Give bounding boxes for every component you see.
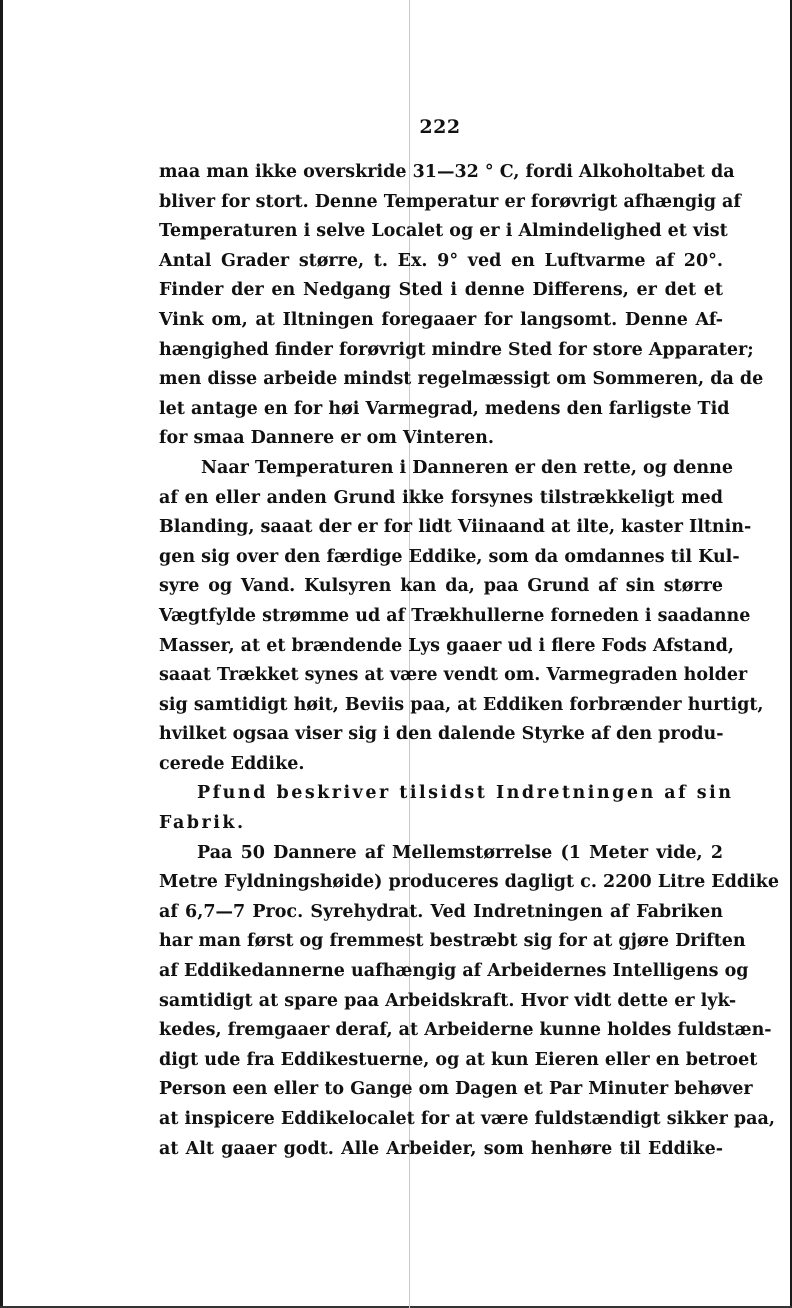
text-line: digt ude fra Eddikestuerne, og at kun Eieren eller en betroet	[159, 1049, 758, 1070]
page-body	[159, 158, 780, 1164]
paragraph-2	[159, 454, 764, 780]
text-line: Masser, at et brændende Lys gaaer ud i flere Fods Afstand,	[159, 635, 735, 656]
text-line: Person een eller to Gange om Dagen et Par Minuter behøver	[159, 1079, 753, 1100]
text-line: Naar Temperaturen i Danneren er den rette, og denne	[201, 457, 733, 478]
paragraph-4	[159, 839, 780, 1165]
text-line: Fabrik.	[159, 813, 246, 834]
text-line: Blanding, saaat der er for lidt Viinaand at ilte, kaster Iltnin-	[159, 517, 752, 538]
text-line: hængighed finder forøvrigt mindre Sted for store Apparater;	[159, 339, 754, 360]
text-line: Vink om, at Iltningen foregaaer for langsomt. Denne Af-	[159, 309, 723, 330]
text-line: Finder der en Nedgang Sted i denne Differens, er det et	[159, 280, 723, 301]
text-line: at Alt gaaer godt. Alle Arbeider, som henhøre til Eddike-	[159, 1138, 723, 1159]
text-line: Temperaturen i selve Localet og er i Almindelighed et vist	[159, 221, 728, 242]
text-line: Pfund beskriver tilsidst Indretningen af sin	[197, 783, 734, 804]
text-line: syre og Vand. Kulsyren kan da, paa Grund af sin større	[159, 576, 723, 597]
text-line: cerede Eddike.	[159, 753, 305, 774]
text-line: af en eller anden Grund ikke forsynes tilstrækkeligt med	[159, 487, 723, 508]
text-line: for smaa Dannere er om Vinteren.	[159, 428, 494, 449]
text-line: har man først og fremmest bestræbt sig for at gjøre Driften	[159, 931, 746, 952]
paragraph-3	[159, 779, 734, 838]
text-line: Vægtfylde strømme ud af Trækhullerne forneden i saadanne	[159, 605, 751, 626]
text-line: maa man ikke overskride 31—32 ° C, fordi Alkoholtabet da	[159, 162, 735, 182]
paragraph-1	[159, 158, 764, 454]
text-line: af 6,7—7 Proc. Syrehydrat. Ved Indretningen af Fabriken	[159, 901, 723, 922]
text-line: men disse arbeide mindst regelmæssigt om Sommeren, da de	[159, 369, 764, 390]
text-line: saaat Trækket synes at være vendt om. Varmegraden holder	[159, 665, 748, 686]
text-line: kedes, fremgaaer deraf, at Arbeiderne kunne holdes fuldstæn-	[159, 1020, 772, 1041]
text-line: af Eddikedannerne uafhængig af Arbeidernes Intelligens og	[159, 961, 749, 982]
text-line: Metre Fyldningshøide) produceres dagligt c. 2200 Litre Eddike	[159, 872, 780, 893]
text-line: Paa 50 Dannere af Mellemstørrelse (1 Meter vide, 2	[197, 842, 723, 863]
scan-border-left	[0, 0, 3, 1308]
text-line: at inspicere Eddikelocalet for at være fuldstændigt sikker paa,	[159, 1109, 775, 1129]
page-number: 222	[419, 116, 461, 138]
text-line: Antal Grader større, t. Ex. 9° ved en Luftvarme af 20°.	[159, 250, 723, 271]
text-line: gen sig over den færdige Eddike, som da omdannes til Kul-	[159, 546, 740, 567]
text-line: let antage en for høi Varmegrad, medens den farligste Tid	[159, 398, 730, 419]
text-line: bliver for stort. Denne Temperatur er forøvrigt afhængig af	[159, 191, 741, 212]
text-line: hvilket ogsaa viser sig i den dalende Styrke af den produ-	[159, 724, 724, 745]
text-line: samtidigt at spare paa Arbeidskraft. Hvor vidt dette er lyk-	[159, 990, 737, 1011]
text-line: sig samtidigt høit, Beviis paa, at Eddiken forbrænder hurtigt,	[159, 694, 764, 715]
